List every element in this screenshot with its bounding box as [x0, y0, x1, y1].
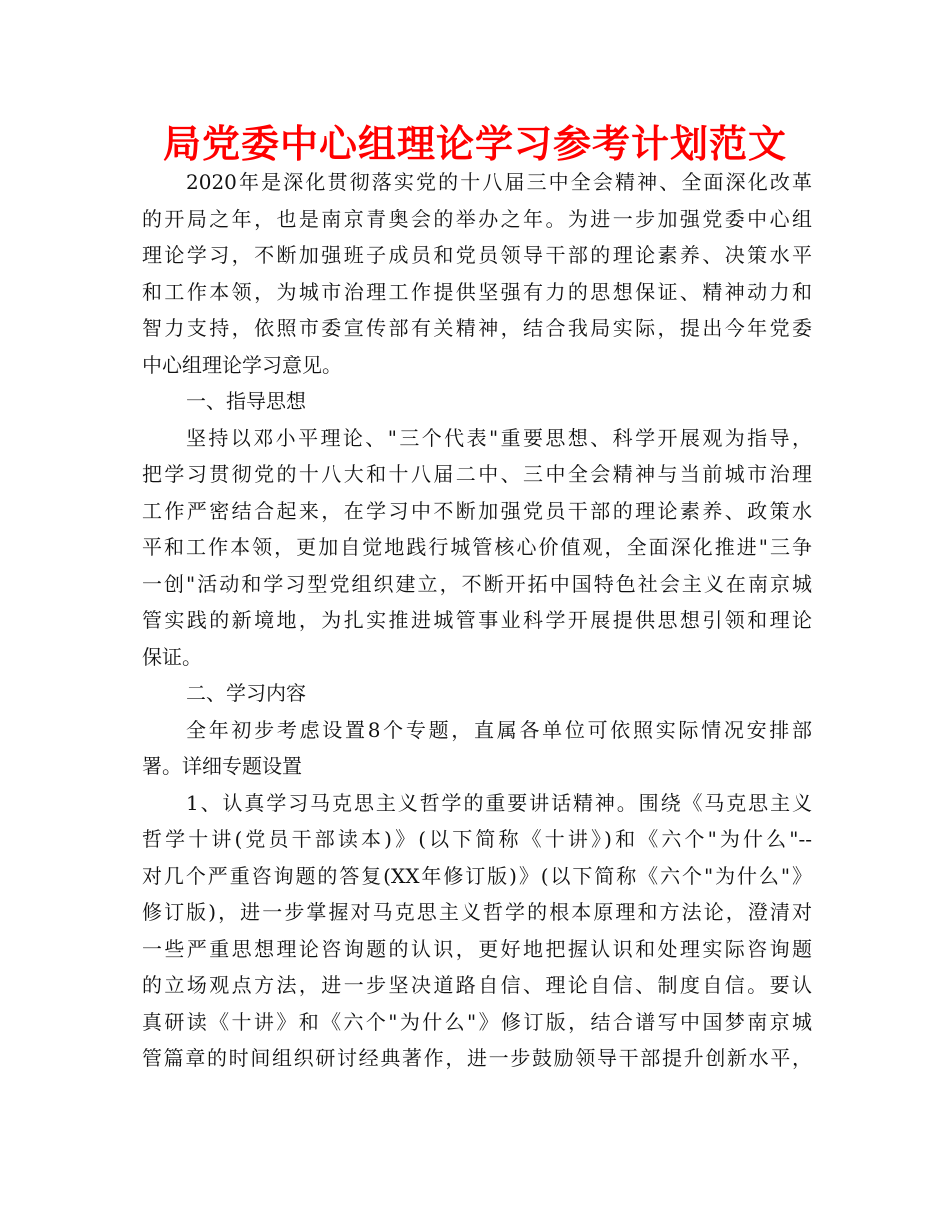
body-line: 对几个严重咨询题的答复(XX年修订版)》(以下简称《六个"为什么"》 — [142, 863, 812, 888]
body-line: 智力支持，依照市委宣传部有关精神，结合我局实际，提出今年党委 — [142, 316, 812, 340]
body-line: 和工作本领，为城市治理工作提供坚强有力的思想保证、精神动力和 — [142, 279, 812, 304]
document-body — [142, 164, 812, 1077]
body-line: 真研读《十讲》和《六个"为什么"》修订版，结合谱写中国梦南京城 — [142, 1009, 812, 1034]
body-line: 署。详细专题设置 — [142, 754, 302, 778]
body-line: 一些严重思想理论咨询题的认识，更好地把握认识和处理实际咨询题 — [142, 936, 812, 961]
body-line: 一创"活动和学习型党组织建立，不断开拓中国特色社会主义在南京城 — [142, 571, 812, 596]
body-line: 平和工作本领，更加自觉地践行城管核心价值观，全面深化推进"三争 — [142, 535, 812, 559]
body-line: 的立场观点方法，进一步坚决道路自信、理论自信、制度自信。要认 — [142, 973, 812, 997]
body-line: 工作严密结合起来，在学习中不断加强党员干部的理论素养、政策水 — [142, 498, 812, 523]
body-line: 哲学十讲(党员干部读本)》(以下简称《十讲》)和《六个"为什么"-- — [142, 827, 812, 851]
body-line: 管实践的新境地，为扎实推进城管事业科学开展提供思想引领和理论 — [142, 608, 812, 632]
document-title: 局党委中心组理论学习参考计划范文 — [162, 122, 787, 166]
section-heading: 一、指导思想 — [186, 389, 306, 413]
body-line: 中心组理论学习意见。 — [142, 352, 342, 377]
body-line: 把学习贯彻党的十八大和十八届二中、三中全会精神与当前城市治理 — [142, 462, 812, 486]
body-line: 管篇章的时间组织研讨经典著作，进一步鼓励领导干部提升创新水平， — [142, 1046, 812, 1070]
body-line: 2020年是深化贯彻落实党的十八届三中全会精神、全面深化改革 — [186, 170, 812, 194]
body-line: 坚持以邓小平理论、"三个代表"重要思想、科学开展观为指导， — [186, 425, 812, 450]
body-line: 保证。 — [142, 644, 202, 669]
section-heading: 二、学习内容 — [186, 681, 306, 705]
body-line: 1、认真学习马克思主义哲学的重要讲话精神。围绕《马克思主义 — [186, 790, 812, 815]
body-line: 的开局之年，也是南京青奥会的举办之年。为进一步加强党委中心组 — [142, 206, 812, 231]
body-line: 全年初步考虑设置8个专题，直属各单位可依照实际情况安排部 — [186, 717, 812, 742]
body-line: 修订版)，进一步掌握对马克思主义哲学的根本原理和方法论，澄清对 — [142, 900, 812, 924]
body-line: 理论学习，不断加强班子成员和党员领导干部的理论素养、决策水平 — [142, 243, 812, 267]
